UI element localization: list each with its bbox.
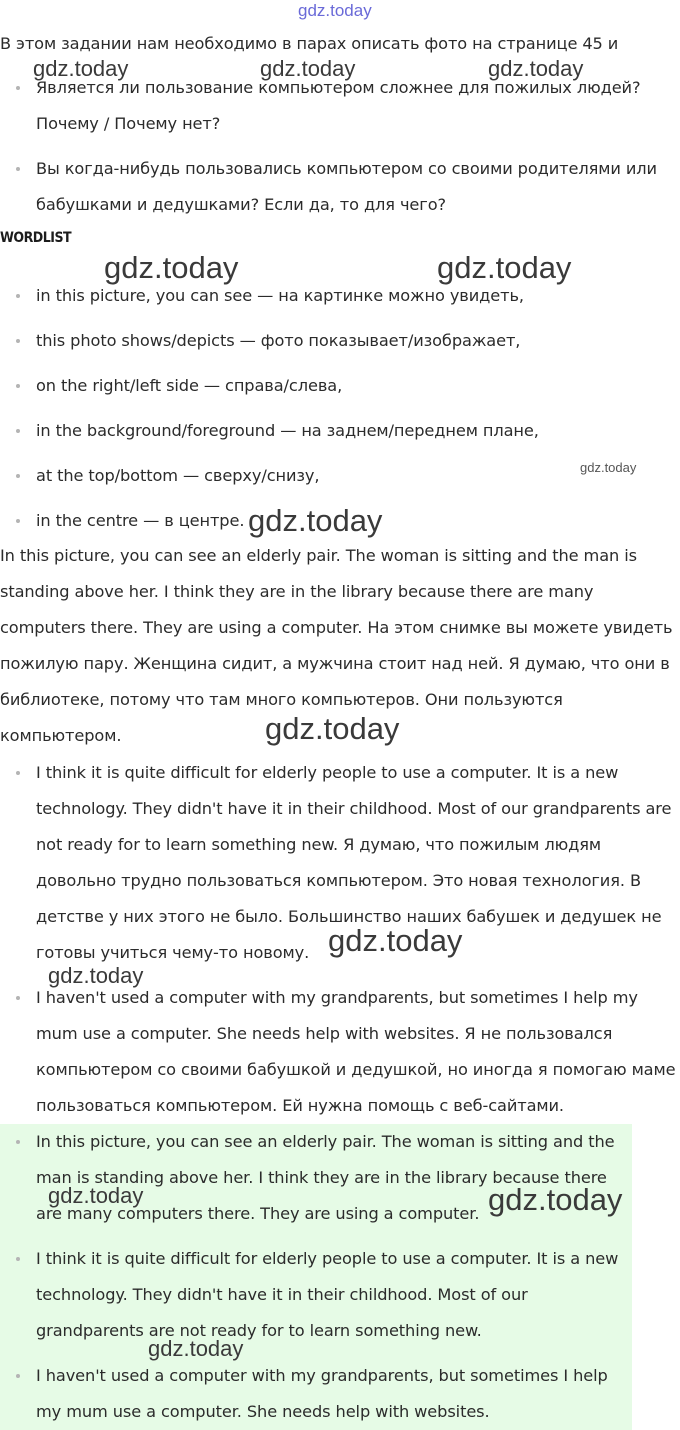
list-item xyxy=(0,1358,632,1430)
questions-list xyxy=(0,70,680,223)
list-item xyxy=(0,458,680,494)
highlighted-answer-text: I think it is quite difficult for elderly people to use a computer. It is a new technology. They didn't have it in their childhood. Most of our grandparents are not ready for to learn something new. xyxy=(36,1249,619,1340)
list-item xyxy=(0,70,680,142)
answer-text: I think it is quite difficult for elderly people to use a computer. It is a new technology. They didn't have it in their childhood. Most of our grandparents are not ready for to learn something new. Я думаю, что пожилым людям довольно трудно пользоваться компьютером. Это новая технология. В детстве у них этого не было. Большинство наших бабушек и дедушек не готовы учиться чему-то новому. xyxy=(36,763,672,962)
bullet-icon xyxy=(16,771,20,775)
bullet-icon xyxy=(16,1374,20,1378)
wordlist xyxy=(0,278,680,539)
highlighted-answer-text: In this picture, you can see an elderly pair. The woman is sitting and the man is standing above her. I think they are in the library because there are many computers there. They are using a computer. xyxy=(36,1132,615,1223)
intro-text: В этом задании нам необходимо в парах описать фото на странице 45 и xyxy=(0,34,619,53)
list-item xyxy=(0,151,680,223)
highlighted-answers-list xyxy=(0,1124,632,1430)
wordlist-entry: in the centre — в центре. xyxy=(36,511,245,530)
bullet-icon xyxy=(16,519,20,523)
list-item xyxy=(0,980,680,1124)
wordlist-entry: in the background/foreground — на заднем/переднем плане, xyxy=(36,421,539,440)
answer-text: I haven't used a computer with my grandparents, but sometimes I help my mum use a computer. She needs help with websites. Я не пользовался компьютером со своими бабушкой и дедушкой, но иногда я помогаю маме пользоваться компьютером. Ей нужна помощь с веб-сайтами. xyxy=(36,988,676,1115)
description-paragraph: In this picture, you can see an elderly pair. The woman is sitting and the man is standing above her. I think they are in the library because there are many computers there. They are using a computer. На этом снимке вы можете увидеть пожилую пару. Женщина сидит, а мужчина стоит над ней. Я думаю, что они в библиотеке, потому что там много компьютеров. Они пользуются компьютером. xyxy=(0,546,673,745)
wordlist-entry: on the right/left side — справа/слева, xyxy=(36,376,343,395)
list-item xyxy=(0,503,680,539)
watermark: gdz.today xyxy=(48,1183,144,1208)
watermark: gdz.today xyxy=(265,711,400,746)
bullet-icon xyxy=(16,294,20,298)
wordlist-entry: this photo shows/depicts — фото показывает/изображает, xyxy=(36,331,521,350)
highlighted-answer-text: I haven't used a computer with my grandparents, but sometimes I help my mum use a computer. She needs help with websites. xyxy=(36,1366,608,1421)
watermark: gdz.today xyxy=(298,1,372,20)
watermark: gdz.today xyxy=(248,503,383,538)
watermark: gdz.today xyxy=(580,460,637,475)
list-item xyxy=(0,1241,632,1349)
list-item xyxy=(0,1124,632,1232)
bullet-icon xyxy=(16,1140,20,1144)
list-item xyxy=(0,755,680,971)
watermark: gdz.today xyxy=(33,56,129,81)
watermark: gdz.today xyxy=(488,56,584,81)
watermark: gdz.today xyxy=(437,250,572,285)
bullet-icon xyxy=(16,167,20,171)
list-item xyxy=(0,413,680,449)
watermark: gdz.today xyxy=(104,250,239,285)
bullet-icon xyxy=(16,384,20,388)
bullet-icon xyxy=(16,429,20,433)
watermark: gdz.today xyxy=(48,963,144,988)
list-item xyxy=(0,278,680,314)
question-text: Является ли пользование компьютером сложнее для пожилых людей? Почему / Почему нет? xyxy=(36,78,641,133)
bullet-icon xyxy=(16,339,20,343)
wordlist-entry: at the top/bottom — сверху/снизу, xyxy=(36,466,320,485)
bullet-icon xyxy=(16,86,20,90)
wordlist-entry: in this picture, you can see — на картинке можно увидеть, xyxy=(36,286,524,305)
wordlist-heading: WORDLIST xyxy=(0,230,72,246)
watermark: gdz.today xyxy=(260,56,356,81)
watermark: gdz.today xyxy=(328,923,463,958)
bullet-icon xyxy=(16,1257,20,1261)
watermark: gdz.today xyxy=(148,1336,244,1361)
bullet-icon xyxy=(16,474,20,478)
answers-list xyxy=(0,755,680,1124)
list-item xyxy=(0,323,680,359)
bullet-icon xyxy=(16,996,20,1000)
list-item xyxy=(0,368,680,404)
watermark: gdz.today xyxy=(488,1182,623,1217)
question-text: Вы когда-нибудь пользовались компьютером со своими родителями или бабушками и дедушками? Если да, то для чего? xyxy=(36,159,657,214)
